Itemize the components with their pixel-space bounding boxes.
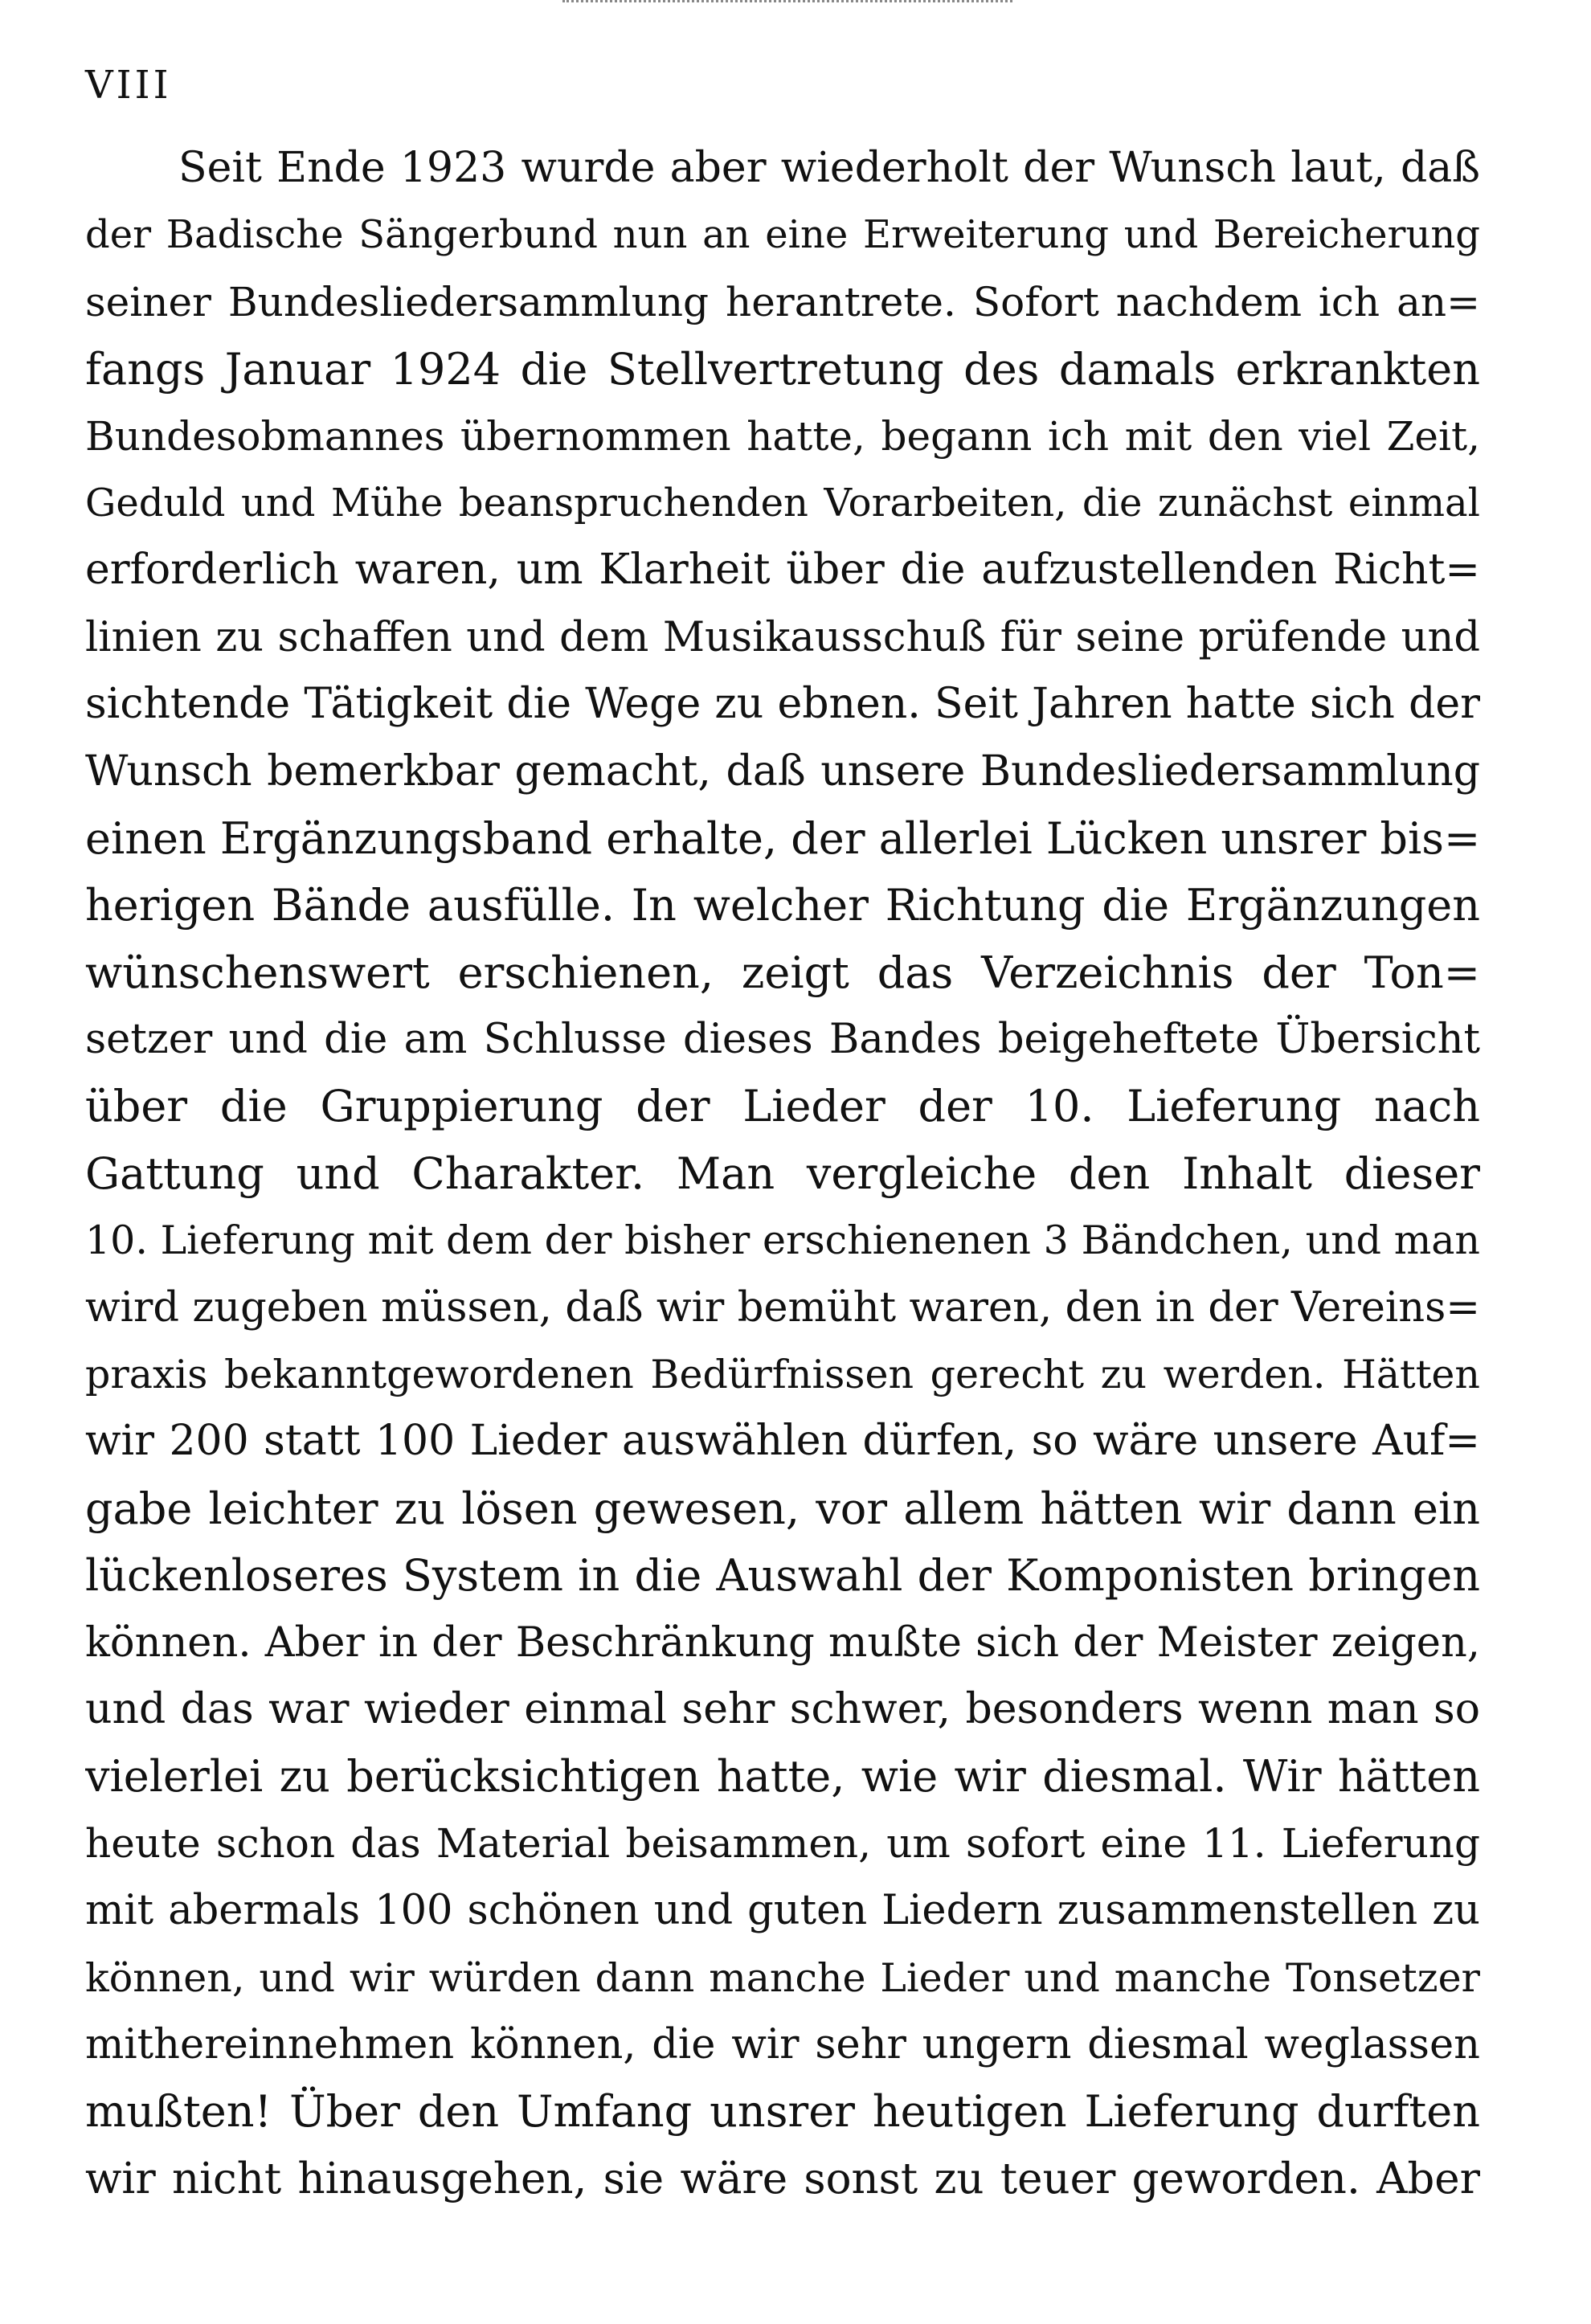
text-line: der Badische Sängerbund nun an eine Erweiterung und Bereicherung	[85, 212, 1480, 258]
text-line: linien zu schaffen und dem Musikausschuß für seine prüfende und	[85, 613, 1480, 661]
text-line: mußten! Über den Umfang unsrer heutigen Lieferung durften	[85, 2086, 1480, 2138]
text-line: mithereinnehmen können, die wir sehr ungern diesmal weglassen	[85, 2020, 1480, 2068]
text-line: über die Gruppierung der Lieder der 10. Lieferung nach	[85, 1081, 1480, 1132]
text-line: Gattung und Charakter. Man vergleiche den Inhalt dieser	[85, 1148, 1480, 1199]
text-line: erforderlich waren, um Klarheit über die aufzustellenden Richt=	[85, 546, 1480, 595]
text-line: einen Ergänzungsband erhalte, der allerlei Lücken unsrer bis=	[85, 812, 1480, 864]
text-line: Geduld und Mühe beanspruchenden Vorarbeiten, die zunächst einmal	[85, 480, 1480, 526]
text-line: seiner Bundesliedersammlung herantrete. Sofort nachdem ich an=	[85, 278, 1480, 325]
text-line: setzer und die am Schlusse dieses Bandes beigeheftete Übersicht	[85, 1016, 1480, 1064]
text-line: herigen Bände ausfülle. In welcher Richtung die Ergänzungen	[85, 880, 1480, 931]
text-line: Seit Ende 1923 wurde aber wiederholt der Wunsch laut, daß	[178, 144, 1480, 192]
text-line: Wunsch bemerkbar gemacht, daß unsere Bundesliedersammlung	[85, 747, 1480, 796]
text-line: heute schon das Material beisammen, um sofort eine 11. Lieferung	[85, 1819, 1480, 1867]
text-line: mit abermals 100 schönen und guten Liedern zusammenstellen zu	[85, 1887, 1480, 1935]
text-line: lückenloseres System in die Auswahl der Komponisten bringen	[85, 1550, 1480, 1602]
text-line: Bundesobmannes übernommen hatte, begann ich mit den viel Zeit,	[85, 412, 1480, 460]
text-line: wird zugeben müssen, daß wir bemüht waren, den in der Vereins=	[85, 1283, 1480, 1332]
text-line: wünschenswert erschienen, zeigt das Verzeichnis der Ton=	[85, 947, 1480, 998]
text-line: und das war wieder einmal sehr schwer, besonders wenn man so	[85, 1684, 1480, 1733]
text-line: sichtende Tätigkeit die Wege zu ebnen. Seit Jahren hatte sich der	[85, 680, 1480, 729]
text-line: fangs Januar 1924 die Stellvertretung des damals erkrankten	[85, 344, 1480, 395]
text-line: gabe leichter zu lösen gewesen, vor allem hätten wir dann ein	[85, 1483, 1480, 1534]
text-line: können. Aber in der Beschränkung mußte sich der Meister zeigen,	[85, 1618, 1480, 1667]
text-line: können, und wir würden dann manche Lieder und manche Tonsetzer	[85, 1954, 1480, 2001]
text-line: 10. Lieferung mit dem der bisher erschienenen 3 Bändchen, und man	[85, 1217, 1480, 1264]
page-number: VIII	[85, 63, 172, 108]
text-line: praxis bekanntgewordenen Bedürfnissen gerecht zu werden. Hätten	[85, 1352, 1480, 1398]
text-line: wir nicht hinausgehen, sie wäre sonst zu teuer geworden. Aber	[85, 2154, 1480, 2203]
body-text	[85, 135, 1480, 2212]
text-line: vielerlei zu berücksichtigen hatte, wie wir diesmal. Wir hätten	[85, 1751, 1480, 1802]
text-line: wir 200 statt 100 Lieder auswählen dürfen, so wäre unsere Auf=	[85, 1417, 1480, 1466]
scan-edge-mark	[562, 0, 1012, 10]
